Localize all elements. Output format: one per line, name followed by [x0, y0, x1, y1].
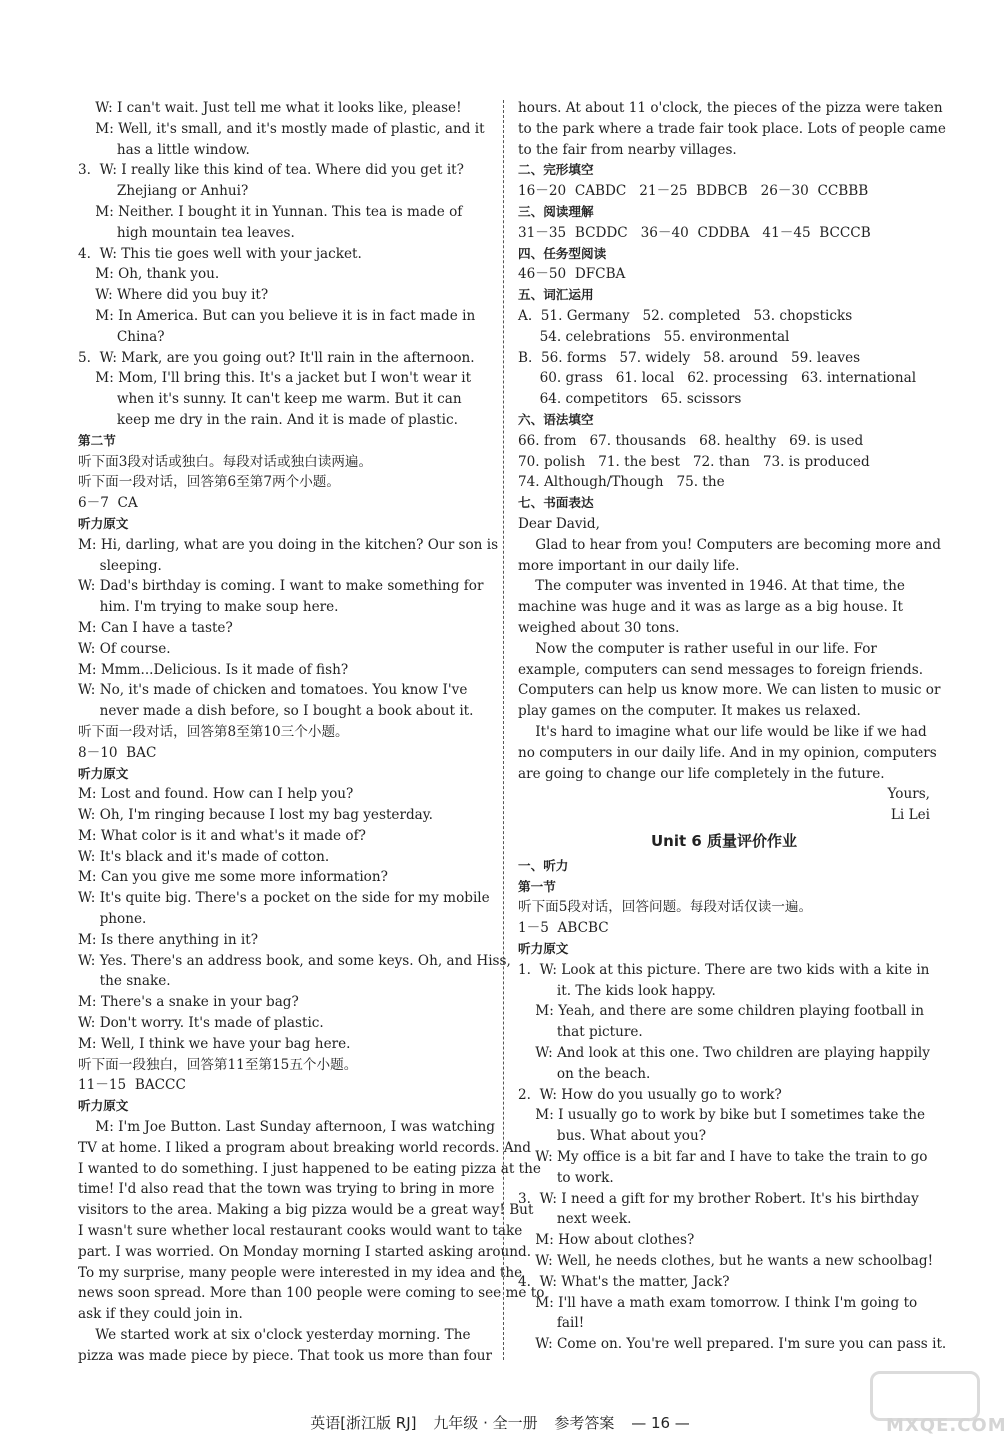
text-line: 3. W: I need a gift for my brother Robert. It's his birthday — [518, 1190, 919, 1207]
text-line: M: I'll have a math exam tomorrow. I think I'm going to — [518, 1294, 918, 1311]
right-column-top — [518, 98, 946, 826]
section-heading: 听力原文 — [78, 765, 129, 781]
text-line: 6－7 CA — [78, 495, 138, 512]
text-line: M: Yeah, and there are some children playing football in — [518, 1003, 924, 1020]
text-line: M: In America. But can you believe it is in fact made in — [78, 307, 476, 324]
text-line: 46－50 DFCBA — [518, 266, 626, 283]
text-line: W: No, it's made of chicken and tomatoes. You know I've — [78, 682, 468, 699]
text-line: The computer was invented in 1946. At that time, the — [518, 578, 905, 595]
text-line: Yours, — [887, 786, 930, 803]
text-line: M: Oh, thank you. — [78, 266, 220, 283]
section-heading: 四、任务型阅读 — [518, 245, 607, 261]
text-line: W: Where did you buy it? — [78, 287, 269, 304]
text-line: Li Lei — [890, 807, 930, 824]
text-line: no computers in our daily life. And in my opinion, computers — [518, 744, 937, 761]
text-line: him. I'm trying to make soup here. — [78, 599, 339, 616]
text-line: 听下面一段独白，回答第11至第15五个小题。 — [78, 1056, 358, 1073]
text-line: 4. W: What's the matter, Jack? — [518, 1273, 730, 1290]
text-line: ask if they could join in. — [78, 1306, 243, 1323]
text-line: M: Mmm...Delicious. Is it made of fish? — [78, 661, 349, 678]
section-heading: 七、书面表达 — [518, 495, 594, 511]
text-line: W: Don't worry. It's made of plastic. — [78, 1015, 324, 1032]
text-line: W: Of course. — [78, 640, 171, 657]
text-line: 74. Although/Though 75. the — [518, 474, 725, 491]
section-heading: 五、词汇运用 — [518, 287, 594, 303]
text-line: high mountain tea leaves. — [78, 224, 295, 241]
watermark-logo — [856, 1371, 1007, 1443]
section-heading: 三、阅读理解 — [518, 203, 594, 219]
text-line: bus. What about you? — [518, 1128, 707, 1145]
text-line: M: Neither. I bought it in Yunnan. This tea is made of — [78, 203, 463, 220]
text-line: never made a dish before, so I bought a book about it. — [78, 703, 474, 720]
text-line: it. The kids look happy. — [518, 982, 716, 999]
text-line: W: And look at this one. Two children are playing happily — [518, 1045, 930, 1062]
text-line: China? — [78, 328, 165, 345]
text-line: 64. competitors 65. scissors — [518, 391, 742, 408]
section-heading: 二、完形填空 — [518, 162, 594, 178]
text-line: has a little window. — [78, 141, 250, 158]
text-line: A. 51. Germany 52. completed 53. chopsticks — [518, 307, 853, 324]
text-line: We started work at six o'clock yesterday morning. The — [78, 1327, 471, 1344]
text-line: to work. — [518, 1169, 614, 1186]
text-line: 66. from 67. thousands 68. healthy 69. is used — [518, 432, 864, 449]
text-line: visitors to the area. Making a big pizza would be a great way! But — [78, 1202, 534, 1219]
text-line: W: Oh, I'm ringing because I lost my bag yesterday. — [78, 807, 433, 824]
text-line: 2. W: How do you usually go to work? — [518, 1086, 782, 1103]
text-line: W: My office is a bit far and I have to take the train to go — [518, 1149, 928, 1166]
text-line: when it's sunny. It can't keep me warm. But it can — [78, 391, 462, 408]
text-line: W: Dad's birthday is coming. I want to make something for — [78, 578, 484, 595]
text-line: machine was huge and it was as large as a big house. It — [518, 599, 904, 616]
section-heading: 一、听力 — [518, 857, 569, 873]
text-line: TV at home. I liked a program about breaking world records. And — [78, 1139, 531, 1156]
text-line: more important in our daily life. — [518, 557, 740, 574]
section-heading: 第一节 — [518, 878, 556, 894]
text-line: keep me dry in the rain. And it is made of plastic. — [78, 411, 458, 428]
text-line: fail! — [518, 1315, 585, 1332]
right-column-bottom — [518, 856, 947, 1355]
text-line: that picture. — [518, 1024, 643, 1041]
right-column — [518, 98, 947, 1355]
text-line: 1. W: Look at this picture. There are two kids with a kite in — [518, 961, 930, 978]
text-line: play games on the computer. It makes us relaxed. — [518, 703, 861, 720]
text-line: 4. W: This tie goes well with your jacket. — [78, 245, 362, 262]
footer-subject: 英语[浙江版 RJ] — [310, 1414, 417, 1432]
text-line: 听下面一段对话，回答第6至第7两个小题。 — [78, 474, 340, 491]
text-line: weighed about 30 tons. — [518, 619, 680, 636]
text-line: 听下面3段对话或独白。每段对话或独白读两遍。 — [78, 453, 373, 470]
text-line: Zhejiang or Anhui? — [78, 183, 249, 200]
watermark-text: MXQE.COM — [886, 1415, 1007, 1436]
text-line: the snake. — [78, 973, 171, 990]
text-line: W: It's quite big. There's a pocket on the side for my mobile — [78, 890, 490, 907]
text-line: M: Can I have a taste? — [78, 619, 233, 636]
text-line: B. 56. forms 57. widely 58. around 59. leaves — [518, 349, 861, 366]
text-line: M: Hi, darling, what are you doing in the kitchen? Our son is — [78, 536, 499, 553]
text-line: It's hard to imagine what our life would be like if we had — [518, 723, 927, 740]
text-line: W: Yes. There's an address book, and some keys. Oh, and Hiss, — [78, 952, 511, 969]
text-line: Glad to hear from you! Computers are becoming more and — [518, 536, 941, 553]
text-line: M: Lost and found. How can I help you? — [78, 786, 354, 803]
section-heading: 六、语法填空 — [518, 411, 594, 427]
text-line: M: Is there anything in it? — [78, 931, 259, 948]
text-line: sleeping. — [78, 557, 162, 574]
section-heading: 听力原文 — [518, 941, 569, 957]
text-line: 3. W: I really like this kind of tea. Where did you get it? — [78, 162, 464, 179]
text-line: to the park where a trade fair took place. Lots of people came — [518, 120, 946, 137]
text-line: Now the computer is rather useful in our life. For — [518, 640, 877, 657]
text-line: example, computers can send messages to foreign friends. — [518, 661, 924, 678]
text-line: part. I was worried. On Monday morning I started asking around. — [78, 1243, 532, 1260]
text-line: I wasn't sure whether local restaurant cooks would want to take — [78, 1223, 523, 1240]
text-line: M: Well, I think we have your bag here. — [78, 1035, 351, 1052]
page-number: — 16 — — [631, 1414, 690, 1432]
text-line: 8－10 BAC — [78, 744, 157, 761]
section-heading: 第二节 — [78, 432, 116, 448]
page-footer — [0, 1412, 1000, 1433]
footer-label: 参考答案 — [554, 1414, 615, 1432]
text-line: next week. — [518, 1211, 632, 1228]
text-line: Dear David, — [518, 515, 600, 532]
text-line: 31－35 BCDDC 36－40 CDDBA 41－45 BCCCB — [518, 224, 871, 241]
text-line: I wanted to do something. I just happened to be eating pizza at the — [78, 1160, 541, 1177]
text-line: W: I can't wait. Just tell me what it looks like, please! — [78, 100, 462, 116]
text-line: to the fair from nearby villages. — [518, 141, 737, 158]
text-line: 70. polish 71. the best 72. than 73. is produced — [518, 453, 870, 470]
text-line: hours. At about 11 o'clock, the pieces of the pizza were taken — [518, 100, 943, 116]
text-line: M: I usually go to work by bike but I sometimes take the — [518, 1107, 925, 1124]
text-line: W: Come on. You're well prepared. I'm sure you can pass it. — [518, 1336, 947, 1353]
section-heading: 听力原文 — [78, 1098, 129, 1114]
text-line: M: What color is it and what's it made of? — [78, 827, 366, 844]
text-line: time! I'd also read that the town was trying to bring in more — [78, 1181, 495, 1198]
footer-grade: 九年级 · 全一册 — [433, 1414, 538, 1432]
text-line: M: Can you give me some more information? — [78, 869, 388, 886]
text-line: 16－20 CABDC 21－25 BDBCB 26－30 CCBBB — [518, 183, 869, 200]
text-line: Computers can help us know more. We can listen to music or — [518, 682, 941, 699]
text-line: M: How about clothes? — [518, 1232, 695, 1249]
text-line: phone. — [78, 911, 147, 928]
text-line: 听下面一段对话，回答第8至第10三个小题。 — [78, 723, 349, 740]
text-line: 11－15 BACCC — [78, 1077, 186, 1094]
watermark-badge-icon — [870, 1371, 980, 1421]
text-line: 60. grass 61. local 62. processing 63. international — [518, 370, 917, 387]
text-line: are going to change our life completely in the future. — [518, 765, 885, 782]
text-line: M: I'm Joe Button. Last Sunday afternoon, I was watching — [78, 1119, 495, 1136]
text-line: 1－5 ABCBC — [518, 920, 609, 937]
text-line: W: Well, he needs clothes, but he wants a new schoolbag! — [518, 1253, 934, 1270]
unit-heading: Unit 6 质量评价作业 — [650, 831, 798, 850]
text-line: on the beach. — [518, 1065, 651, 1082]
text-line: W: It's black and it's made of cotton. — [78, 848, 330, 865]
text-line: news soon spread. More than 100 people were coming to see me to — [78, 1285, 545, 1302]
text-line: 54. celebrations 55. environmental — [518, 328, 790, 345]
section-heading: 听力原文 — [78, 515, 129, 531]
text-line: pizza was made piece by piece. That took us more than four — [78, 1347, 493, 1364]
text-line: 5. W: Mark, are you going out? It'll rain in the afternoon. — [78, 349, 475, 366]
text-line: To my surprise, many people were interested in my idea and the — [78, 1264, 523, 1281]
text-line: 听下面5段对话，回答问题。每段对话仅读一遍。 — [518, 899, 813, 916]
text-line: M: There's a snake in your bag? — [78, 994, 299, 1011]
text-line: M: Mom, I'll bring this. It's a jacket but I won't wear it — [78, 370, 472, 387]
text-line: M: Well, it's small, and it's mostly made of plastic, and it — [78, 120, 485, 137]
